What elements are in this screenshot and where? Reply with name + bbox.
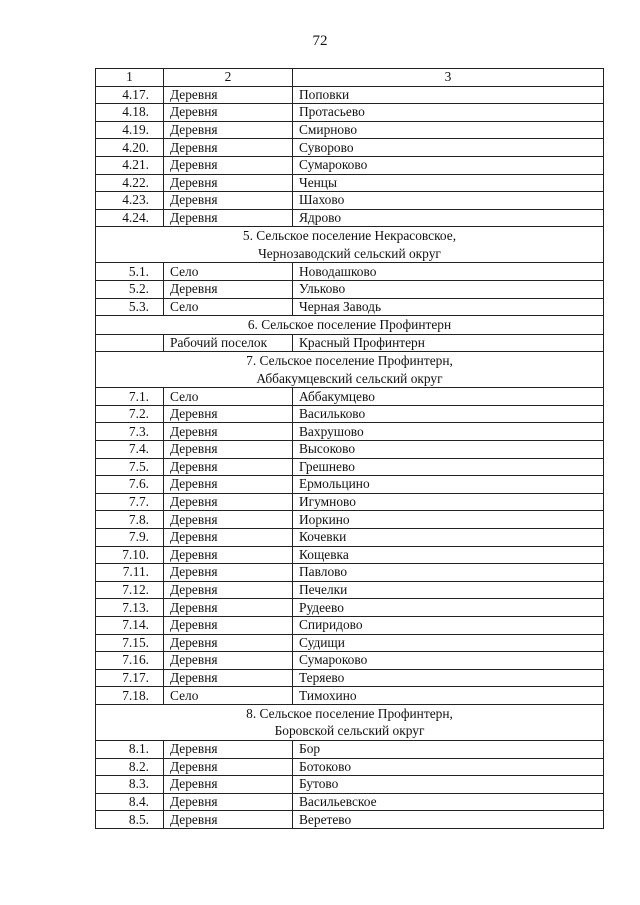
cell-settlement-name: Ульково — [293, 280, 604, 298]
table-row — [96, 740, 604, 758]
cell-settlement-name: Ченцы — [293, 174, 604, 192]
table-row — [96, 793, 604, 811]
cell-number: 4.18. — [96, 104, 164, 122]
table-row — [96, 104, 604, 122]
table-row — [96, 634, 604, 652]
cell-settlement-name: Ботоково — [293, 758, 604, 776]
cell-number: 4.22. — [96, 174, 164, 192]
cell-number: 7.18. — [96, 687, 164, 705]
cell-number: 7.3. — [96, 423, 164, 441]
cell-number: 7.15. — [96, 634, 164, 652]
cell-settlement-type: Деревня — [164, 546, 293, 564]
cell-settlement-name: Веретево — [293, 811, 604, 829]
cell-number: 7.10. — [96, 546, 164, 564]
cell-settlement-type: Деревня — [164, 476, 293, 494]
cell-settlement-name: Красный Профинтерн — [293, 334, 604, 352]
table-row — [96, 139, 604, 157]
cell-settlement-type: Деревня — [164, 458, 293, 476]
cell-number: 7.6. — [96, 476, 164, 494]
table-row — [96, 209, 604, 227]
cell-settlement-type: Деревня — [164, 793, 293, 811]
settlements-table — [95, 68, 604, 829]
table-row — [96, 546, 604, 564]
cell-number: 4.24. — [96, 209, 164, 227]
cell-settlement-name: Протасьево — [293, 104, 604, 122]
section-title-line: 7. Сельское поселение Профинтерн, — [246, 353, 453, 369]
table-row — [96, 581, 604, 599]
table-row — [96, 334, 604, 352]
cell-settlement-type: Деревня — [164, 528, 293, 546]
cell-settlement-name: Павлово — [293, 564, 604, 582]
table-header-row — [96, 69, 604, 87]
section-title-line: 6. Сельское поселение Профинтерн — [247, 317, 452, 333]
table-row — [96, 192, 604, 210]
cell-settlement-type: Деревня — [164, 652, 293, 670]
section-header-row — [96, 227, 604, 263]
section-title-line: Чернозаводский сельский округ — [258, 245, 441, 261]
table-row — [96, 388, 604, 406]
table-row — [96, 564, 604, 582]
section-title — [96, 704, 604, 740]
cell-settlement-name: Сумароково — [293, 156, 604, 174]
table-row — [96, 263, 604, 281]
cell-settlement-type: Деревня — [164, 776, 293, 794]
cell-settlement-type: Деревня — [164, 156, 293, 174]
cell-settlement-type: Село — [164, 298, 293, 316]
cell-number: 7.12. — [96, 581, 164, 599]
cell-settlement-type: Деревня — [164, 441, 293, 459]
cell-settlement-type: Деревня — [164, 511, 293, 529]
cell-settlement-name: Иоркино — [293, 511, 604, 529]
section-header-row — [96, 352, 604, 388]
cell-number: 7.7. — [96, 493, 164, 511]
cell-settlement-name: Ядрово — [293, 209, 604, 227]
cell-number: 7.16. — [96, 652, 164, 670]
cell-number — [96, 334, 164, 352]
cell-settlement-type: Деревня — [164, 121, 293, 139]
table-row — [96, 511, 604, 529]
cell-settlement-name: Рудеево — [293, 599, 604, 617]
cell-settlement-type: Деревня — [164, 634, 293, 652]
cell-settlement-type: Деревня — [164, 616, 293, 634]
cell-settlement-name: Суворово — [293, 139, 604, 157]
table-row — [96, 86, 604, 104]
cell-number: 7.11. — [96, 564, 164, 582]
table-row — [96, 669, 604, 687]
cell-settlement-type: Деревня — [164, 104, 293, 122]
table-row — [96, 121, 604, 139]
cell-settlement-name: Бор — [293, 740, 604, 758]
cell-number: 8.1. — [96, 740, 164, 758]
page-number: 72 — [312, 33, 328, 49]
table-row — [96, 441, 604, 459]
table-row — [96, 599, 604, 617]
table-row — [96, 423, 604, 441]
table-row — [96, 528, 604, 546]
cell-number: 7.17. — [96, 669, 164, 687]
cell-settlement-name: Кощевка — [293, 546, 604, 564]
column-header-type: 2 — [164, 69, 293, 87]
cell-settlement-type: Деревня — [164, 405, 293, 423]
table-row — [96, 616, 604, 634]
cell-settlement-type: Деревня — [164, 599, 293, 617]
cell-number: 7.2. — [96, 405, 164, 423]
cell-settlement-name: Поповки — [293, 86, 604, 104]
cell-number: 7.9. — [96, 528, 164, 546]
section-title-line: Аббакумцевский сельский округ — [256, 370, 443, 386]
cell-number: 8.2. — [96, 758, 164, 776]
cell-settlement-name: Печелки — [293, 581, 604, 599]
cell-settlement-name: Теряево — [293, 669, 604, 687]
table-row — [96, 776, 604, 794]
cell-settlement-type: Село — [164, 388, 293, 406]
cell-settlement-type: Деревня — [164, 493, 293, 511]
cell-settlement-type: Деревня — [164, 811, 293, 829]
cell-settlement-name: Кочевки — [293, 528, 604, 546]
cell-settlement-name: Бутово — [293, 776, 604, 794]
cell-number: 7.14. — [96, 616, 164, 634]
cell-settlement-name: Судищи — [293, 634, 604, 652]
cell-settlement-type: Деревня — [164, 192, 293, 210]
cell-settlement-name: Смирново — [293, 121, 604, 139]
table-row — [96, 280, 604, 298]
cell-settlement-type: Село — [164, 263, 293, 281]
table-row — [96, 476, 604, 494]
table-row — [96, 156, 604, 174]
cell-number: 8.4. — [96, 793, 164, 811]
cell-settlement-type: Деревня — [164, 581, 293, 599]
cell-settlement-type: Деревня — [164, 669, 293, 687]
table-row — [96, 687, 604, 705]
table-row — [96, 298, 604, 316]
cell-settlement-type: Деревня — [164, 564, 293, 582]
table-row — [96, 174, 604, 192]
table-body — [96, 69, 604, 829]
table-row — [96, 758, 604, 776]
cell-number: 4.23. — [96, 192, 164, 210]
cell-number: 4.20. — [96, 139, 164, 157]
column-header-name: 3 — [293, 69, 604, 87]
section-title — [96, 352, 604, 388]
section-title — [96, 316, 604, 335]
cell-settlement-type: Деревня — [164, 423, 293, 441]
cell-settlement-name: Спиридово — [293, 616, 604, 634]
cell-number: 5.2. — [96, 280, 164, 298]
section-header-row — [96, 316, 604, 335]
table-row — [96, 493, 604, 511]
table-row — [96, 405, 604, 423]
cell-number: 8.3. — [96, 776, 164, 794]
cell-settlement-type: Деревня — [164, 86, 293, 104]
cell-settlement-type: Село — [164, 687, 293, 705]
cell-number: 5.1. — [96, 263, 164, 281]
cell-settlement-type: Рабочий поселок — [164, 334, 293, 352]
cell-number: 7.8. — [96, 511, 164, 529]
cell-settlement-name: Вахрушово — [293, 423, 604, 441]
cell-settlement-name: Тимохино — [293, 687, 604, 705]
cell-settlement-name: Васильково — [293, 405, 604, 423]
table-row — [96, 458, 604, 476]
cell-settlement-name: Ермольцино — [293, 476, 604, 494]
cell-settlement-type: Деревня — [164, 280, 293, 298]
cell-settlement-type: Деревня — [164, 740, 293, 758]
cell-settlement-name: Сумароково — [293, 652, 604, 670]
cell-settlement-type: Деревня — [164, 209, 293, 227]
table-row — [96, 652, 604, 670]
section-title-line: Боровской сельский округ — [274, 723, 425, 739]
cell-number: 7.4. — [96, 441, 164, 459]
cell-number: 8.5. — [96, 811, 164, 829]
cell-number: 7.5. — [96, 458, 164, 476]
cell-settlement-name: Аббакумцево — [293, 388, 604, 406]
section-title — [96, 227, 604, 263]
cell-number: 5.3. — [96, 298, 164, 316]
cell-settlement-type: Деревня — [164, 174, 293, 192]
cell-number: 4.19. — [96, 121, 164, 139]
cell-settlement-name: Шахово — [293, 192, 604, 210]
cell-settlement-name: Новодашково — [293, 263, 604, 281]
cell-settlement-type: Деревня — [164, 139, 293, 157]
cell-settlement-type: Деревня — [164, 758, 293, 776]
cell-settlement-name: Грешнево — [293, 458, 604, 476]
section-header-row — [96, 704, 604, 740]
cell-settlement-name: Игумново — [293, 493, 604, 511]
table-row — [96, 811, 604, 829]
cell-settlement-name: Высоково — [293, 441, 604, 459]
cell-number: 4.21. — [96, 156, 164, 174]
cell-settlement-name: Черная Заводь — [293, 298, 604, 316]
cell-number: 7.13. — [96, 599, 164, 617]
section-title-line: 5. Сельское поселение Некрасовское, — [242, 228, 457, 244]
cell-settlement-name: Васильевское — [293, 793, 604, 811]
cell-number: 4.17. — [96, 86, 164, 104]
section-title-line: 8. Сельское поселение Профинтерн, — [246, 705, 453, 721]
cell-number: 7.1. — [96, 388, 164, 406]
column-header-number: 1 — [96, 69, 164, 87]
